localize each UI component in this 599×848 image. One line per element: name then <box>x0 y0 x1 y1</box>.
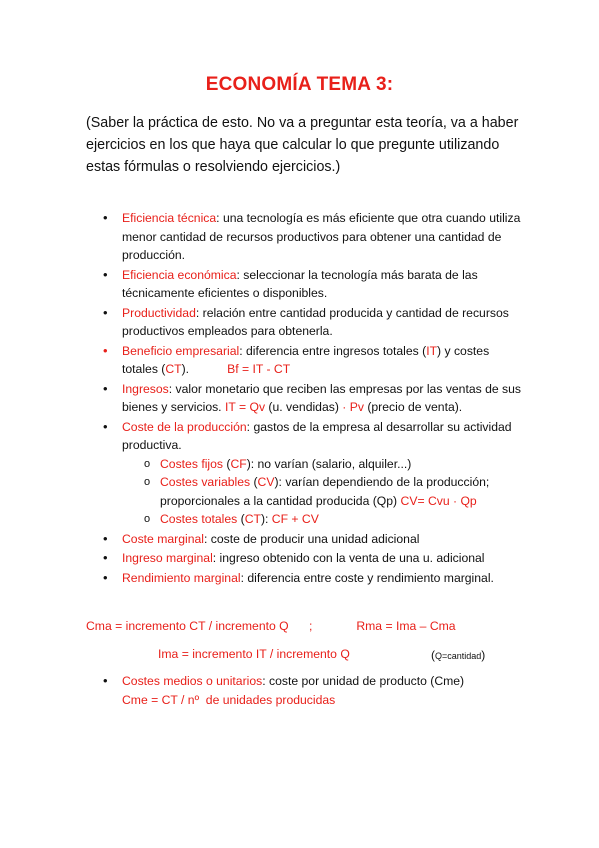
quantity-note: (Q=cantidad) <box>431 648 486 662</box>
list-item-coste-produccion <box>86 418 526 529</box>
list-item-eficiencia-tecnica <box>86 209 526 265</box>
sub-item-costes-fijos <box>122 455 526 474</box>
definition-text: (precio de venta). <box>363 400 463 414</box>
definitions-list <box>86 209 526 588</box>
term-label: Coste marginal <box>122 531 204 546</box>
definition-text: : coste de producir una unidad adicional <box>203 531 420 546</box>
definitions-list-2 <box>86 672 526 709</box>
abbr-ct: CT <box>165 362 182 376</box>
formula-text: Cme = CT / nº de unidades producidas <box>122 692 336 707</box>
formula-line-marginal <box>86 619 456 633</box>
formula-text: CV= Cvu · Qp <box>400 493 477 508</box>
definition-text: ( <box>237 512 245 526</box>
formula-text: · Pv <box>342 400 364 414</box>
note-text: Q=cantidad <box>435 651 482 661</box>
abbr-ct: CT <box>244 512 261 526</box>
term-label: Ingresos <box>122 381 169 396</box>
definition-text: (u. vendidas) <box>265 400 343 414</box>
sub-item-costes-variables <box>122 473 526 510</box>
sub-list <box>122 455 526 529</box>
definition-text: : diferencia entre ingresos totales ( <box>239 343 427 358</box>
list-item-beneficio-empresarial <box>86 342 526 379</box>
term-label: Productividad <box>122 305 196 320</box>
abbr-cv: CV <box>257 475 275 489</box>
definition-text: ): no varían (salario, alquiler...) <box>246 456 412 471</box>
definition-text: ): varían dependiendo de la producción; proporcionales a la cantidad producida (Qp) <box>160 475 490 508</box>
list-item-rendimiento-marginal <box>86 569 526 588</box>
list-item-productividad <box>86 304 526 341</box>
formula-line-ingreso-marginal: Ima = incremento IT / incremento Q <box>158 647 350 661</box>
definition-text: : gastos de la empresa al desarrollar su actividad productiva. <box>122 419 512 452</box>
term-label: Beneficio empresarial <box>122 343 240 358</box>
definition-text: : diferencia entre coste y rendimiento marginal. <box>240 570 494 585</box>
sub-item-costes-totales <box>122 510 526 529</box>
term-label: Costes medios o unitarios <box>122 674 263 688</box>
list-item-coste-marginal <box>86 530 526 549</box>
formula-text: IT = Qv <box>224 400 266 414</box>
term-label: Rendimiento marginal <box>122 570 241 585</box>
formula-text: CF + CV <box>271 512 319 526</box>
term-label: Ingreso marginal <box>122 551 213 565</box>
list-item-ingresos <box>86 380 526 417</box>
formula-text: Cma = incremento CT / incremento Q ; Rma = Ima – Cma <box>86 619 456 633</box>
list-item-eficiencia-economica <box>86 266 526 303</box>
definition-text: : una tecnología es más eficiente que otra cuando utiliza menor cantidad de recursos productivos para obtener una cantidad de producción. <box>122 211 521 262</box>
term-label: Costes variables <box>160 475 251 489</box>
definition-text: : relación entre cantidad producida y cantidad de recursos productivos empleados para obtenerla. <box>122 305 509 338</box>
term-label: Eficiencia técnica <box>122 211 217 225</box>
term-label: Costes totales <box>160 512 238 526</box>
term-label: Costes fijos <box>160 456 223 471</box>
definition-text: ) y costes totales ( <box>122 343 490 376</box>
intro-paragraph: (Saber la práctica de esto. No va a preguntar esta teoría, va a haber ejercicios en los que haya que calcular lo que pregunte utilizando estas fórmulas o resolviendo ejercicios.) <box>86 115 519 175</box>
definition-text: : valor monetario que reciben las empresas por las ventas de sus bienes y servicios. <box>122 381 522 414</box>
term-label: Eficiencia económica <box>122 267 237 282</box>
definition-text: ): <box>260 512 272 526</box>
page-title: ECONOMÍA TEMA 3: <box>205 74 394 95</box>
abbr-it: IT <box>426 343 438 358</box>
formula-text: Bf = IT - CT <box>227 362 291 376</box>
definition-text: ). <box>181 362 190 376</box>
definition-text: : seleccionar la tecnología más barata de las técnicamente eficientes o disponibles. <box>122 267 478 300</box>
list-item-ingreso-marginal <box>86 549 526 568</box>
term-label: Coste de la producción <box>122 419 247 434</box>
definition-text: : coste por unidad de producto (Cme) <box>262 674 465 688</box>
list-item-costes-medios <box>86 672 526 709</box>
definition-text: ( <box>250 475 258 489</box>
definition-text: ( <box>223 456 231 471</box>
abbr-cf: CF <box>230 456 247 471</box>
definition-text: : ingreso obtenido con la venta de una u. adicional <box>212 551 485 565</box>
